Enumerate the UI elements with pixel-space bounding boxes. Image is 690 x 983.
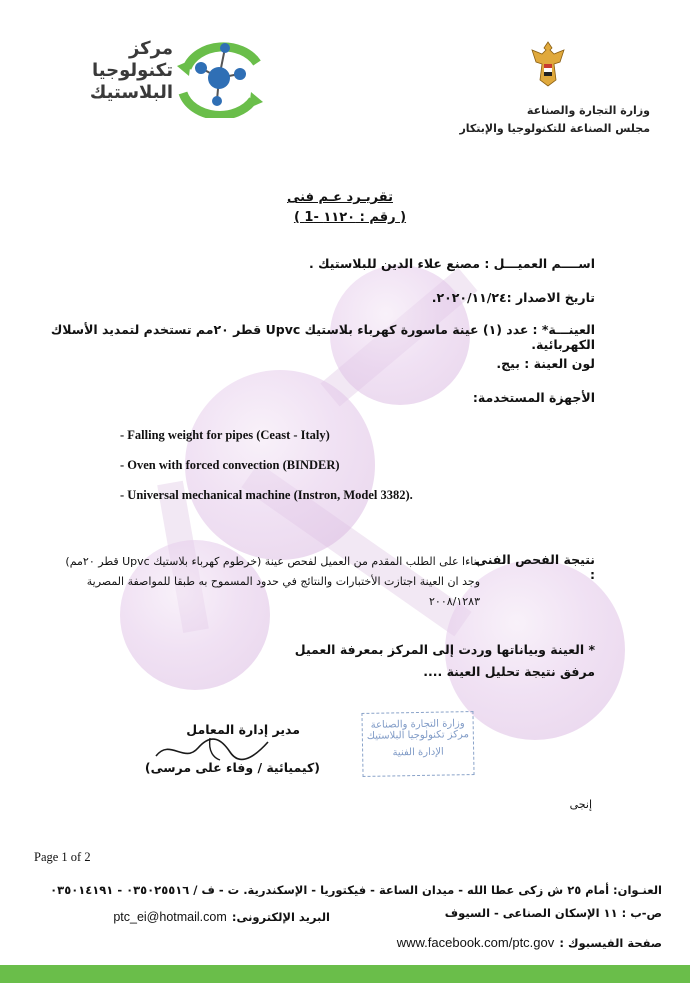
- note-attachment: مرفق نتيجة تحليل العينة ....: [423, 664, 595, 679]
- footer-facebook: صفحة الفيسبوك : www.facebook.com/ptc.gov: [396, 935, 662, 950]
- official-stamp: وزارة التجارة والصناعة مركز تكنولوجيا البلاستيك الإدارة الفنية: [361, 711, 474, 777]
- list-item: - Oven with forced convection (BINDER): [120, 458, 340, 472]
- issue-date: تاريخ الاصدار :٢٠٢٠/١١/٢٤.: [431, 290, 595, 305]
- signatory-name: (كيميائية / وفاء على مرسى): [144, 760, 320, 775]
- footer-email: البريد الإلكترونى: ptc_ei@hotmail.com: [113, 910, 330, 924]
- footer-accent-bar: [0, 965, 690, 983]
- result-label: نتيجة الفحص الفنى :: [475, 552, 595, 582]
- note-sample-source: * العينة وبياناتها وردت إلى المركز بمعرفة العميل: [294, 642, 595, 657]
- report-number: ( رقم : ١١٢٠ -1 ): [293, 210, 407, 225]
- footer-address: العنـوان: أمام ٢٥ ش زكى عطا الله - ميدان الساعة - فيكتوريا - الإسكندرية. ت - ف / ٠٣٥٠٢٥٥١٦ - ٠٣٥٠١٤١٩١: [50, 883, 662, 897]
- eagle-emblem-icon: [530, 40, 566, 88]
- result-line: وجد ان العينة اجتازت الأختبارات والنتائج في حدود المسموح به طبقا للمواصفة المصرية: [86, 575, 480, 588]
- logo-text: مركز تكنولوجيا البلاستيك: [89, 38, 173, 103]
- sample-color: لون العينة : بيج.: [496, 356, 595, 371]
- sample-field: العينـــة* : عدد (١) عينة ماسورة كهرباء بلاستيك Upvc قطر ٢٠مم تستخدم لتمديد الأسلاك الكهربائية.: [50, 322, 595, 352]
- council-name: مجلس الصناعة للتكنولوجيا والإبتكار: [459, 122, 650, 135]
- molecule-logo-icon: [173, 38, 265, 118]
- result-line: بناءا على الطلب المقدم من العميل لفحص عينة (خرطوم كهرباء بلاستيك Upvc قطر ٢٠مم): [65, 555, 480, 568]
- result-line: ٢٠٠٨/١٢٨٣: [429, 595, 480, 608]
- ministry-block: [440, 40, 650, 140]
- signatory-title: مدير إدارة المعامل: [186, 722, 300, 737]
- ministry-name: وزارة التجارة والصناعة: [526, 104, 650, 117]
- report-title: تقريـرد عـم فنى: [287, 190, 393, 205]
- ptc-logo: [55, 38, 265, 118]
- equipment-list: [120, 428, 540, 518]
- list-item: - Universal mechanical machine (Instron, Model 3382).: [120, 488, 413, 502]
- preparer-initials: إنجى: [569, 798, 592, 811]
- facebook-link[interactable]: www.facebook.com/ptc.gov: [396, 935, 555, 950]
- page-number: Page 1 of 2: [34, 850, 91, 864]
- email-link[interactable]: ptc_ei@hotmail.com: [113, 910, 227, 924]
- list-item: - Falling weight for pipes (Ceast - Italy): [120, 428, 330, 442]
- equipment-heading: الأجهزة المستخدمة:: [472, 390, 595, 405]
- client-field: اســــم العميـــل : مصنع علاء الدين للبلاستيك .: [309, 256, 595, 271]
- result-text: [50, 552, 480, 612]
- footer-po-box: ص-ب : ١١ الإسكان الصناعى - السيوف: [444, 906, 662, 920]
